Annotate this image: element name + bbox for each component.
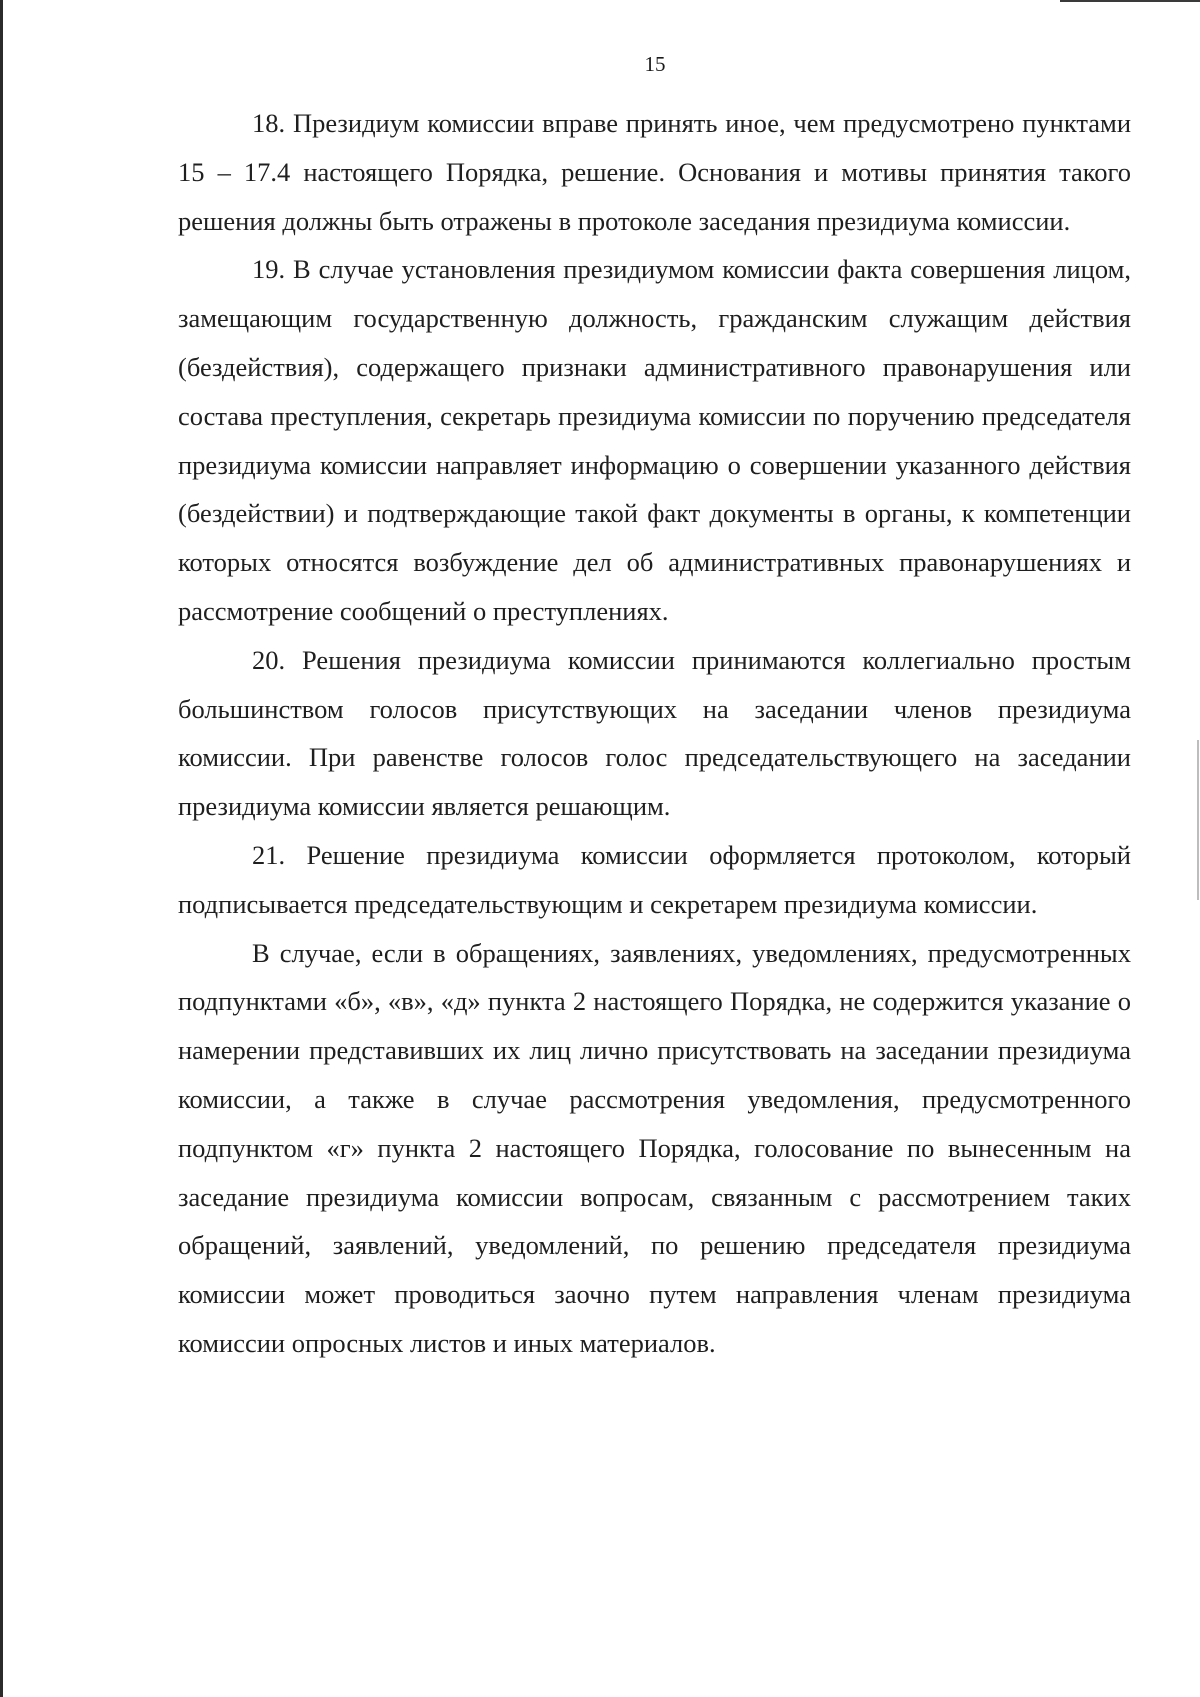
- scan-edge-left: [0, 0, 3, 1697]
- paragraph-19: 19. В случае установления президиумом комиссии факта совершения лицом, замещающим государственную должность, гражданским служащим действия (бездействия), содержащего признаки административного правонарушения или состава преступления, секретарь президиума комиссии по поручению председателя президиума комиссии направляет информацию о совершении указанного действия (бездействии) и подтверждающие такой факт документы в органы, к компетенции которых относятся возбуждение дел об административных правонарушениях и рассмотрение сообщений о преступлениях.: [178, 254, 1131, 626]
- page-number: 15: [644, 52, 666, 76]
- paragraph-20: 20. Решения президиума комиссии принимаются коллегиально простым большинством голосов присутствующих на заседании членов президиума комиссии. При равенстве голосов голос председательствующего на заседании президиума комиссии является решающим.: [178, 644, 1131, 822]
- paragraph-21: 21. Решение президиума комиссии оформляется протоколом, который подписывается председательствующим и секретарем президиума комиссии.: [178, 839, 1131, 919]
- document-body: [178, 99, 1131, 1368]
- scan-edge-right: [1197, 740, 1199, 900]
- paragraph-18: 18. Президиум комиссии вправе принять иное, чем предусмотрено пунктами 15 – 17.4 настоящего Порядка, решение. Основания и мотивы принятия такого решения должны быть отражены в протоколе заседания президиума комиссии.: [178, 108, 1131, 236]
- paragraph-21-continuation: В случае, если в обращениях, заявлениях, уведомлениях, предусмотренных подпунктами «б», «в», «д» пункта 2 настоящего Порядка, не содержится указание о намерении представивших их лиц лично присутствовать на заседании президиума комиссии, а также в случае рассмотрения уведомления, предусмотренного подпунктом «г» пункта 2 настоящего Порядка, голосование по вынесенным на заседание президиума комиссии вопросам, связанным с рассмотрением таких обращений, заявлений, уведомлений, по решению председателя президиума комиссии может проводиться заочно путем направления членам президиума комиссии опросных листов и иных материалов.: [178, 937, 1131, 1358]
- scan-edge-top: [1060, 0, 1200, 2]
